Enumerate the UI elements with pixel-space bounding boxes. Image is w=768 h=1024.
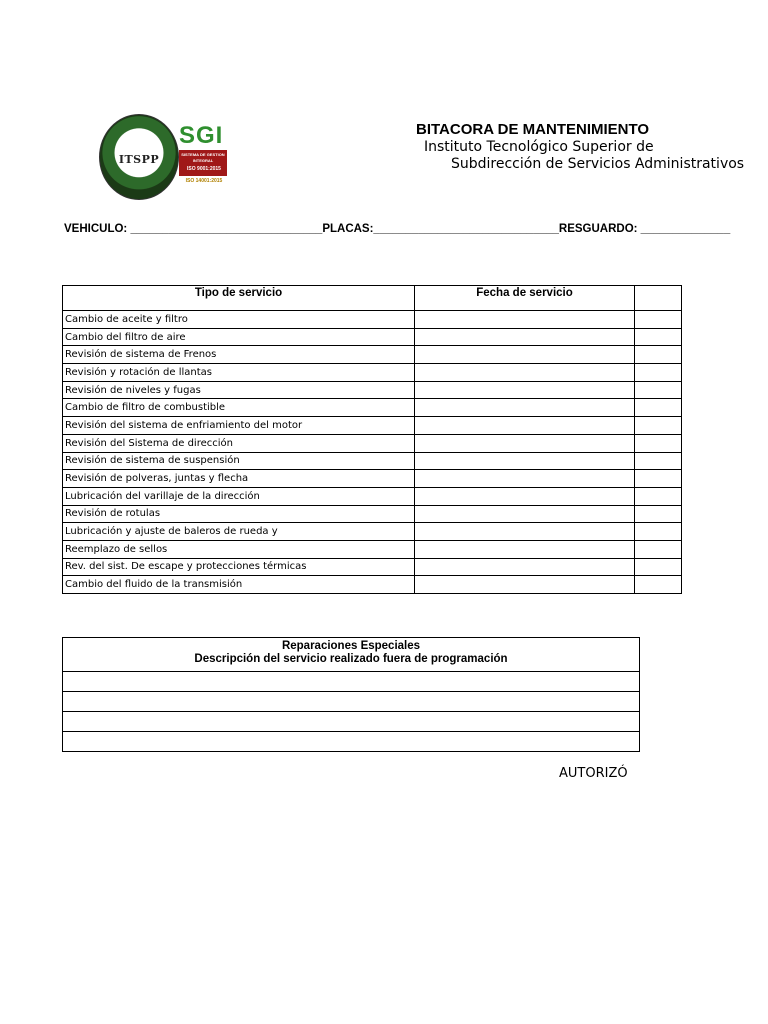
service-extra-cell[interactable] [635,364,682,382]
seal-text: ITSPP [118,153,160,166]
service-name: Cambio de aceite y filtro [63,311,415,329]
special-repairs-header [63,638,640,672]
service-extra-cell[interactable] [635,558,682,576]
col-service-date: Fecha de servicio [415,286,635,311]
special-repairs-header-row [63,638,640,672]
service-date-cell[interactable] [415,523,635,541]
service-date-cell[interactable] [415,381,635,399]
document-title: BITACORA DE MANTENIMIENTO [416,121,650,138]
service-name: Revisión de niveles y fugas [63,381,415,399]
repair-description-cell[interactable] [63,692,640,712]
table-row [63,452,682,470]
service-date-cell[interactable] [415,505,635,523]
service-extra-cell[interactable] [635,399,682,417]
service-name: Revisión de sistema de suspensión [63,452,415,470]
service-extra-cell[interactable] [635,328,682,346]
table-row [63,558,682,576]
table-row [63,523,682,541]
service-extra-cell[interactable] [635,346,682,364]
table-row [63,712,640,732]
service-date-cell[interactable] [415,311,635,329]
table-row [63,364,682,382]
service-date-cell[interactable] [415,540,635,558]
service-extra-cell[interactable] [635,417,682,435]
table-row [63,576,682,594]
special-repairs-title: Reparaciones Especiales [281,640,421,652]
col-service-type: Tipo de servicio [63,286,415,311]
repair-description-cell[interactable] [63,712,640,732]
services-header-row [63,286,682,311]
table-row [63,328,682,346]
sgi-band: SISTEMA DE GESTION INTEGRAL [179,150,227,176]
service-name: Revisión de polveras, juntas y flecha [63,470,415,488]
iso-14001-label: ISO 14001:2015 [185,178,223,184]
services-table [62,285,682,594]
service-name: Revisión de sistema de Frenos [63,346,415,364]
authorized-label: AUTORIZÓ [559,766,628,781]
service-name: Cambio del fluido de la transmisión [63,576,415,594]
service-extra-cell[interactable] [635,487,682,505]
table-row [63,399,682,417]
service-extra-cell[interactable] [635,381,682,399]
table-row [63,692,640,712]
service-date-cell[interactable] [415,576,635,594]
service-extra-cell[interactable] [635,311,682,329]
service-extra-cell[interactable] [635,470,682,488]
table-row [63,311,682,329]
service-date-cell[interactable] [415,399,635,417]
service-name: Revisión del sistema de enfriamiento del motor [63,417,415,435]
service-extra-cell[interactable] [635,540,682,558]
special-repairs-subtitle: Descripción del servicio realizado fuera de programación [194,653,508,665]
service-name: Lubricación y ajuste de baleros de rueda y [63,523,415,541]
table-row [63,732,640,752]
service-name: Lubricación del varillaje de la dirección [63,487,415,505]
service-extra-cell[interactable] [635,523,682,541]
service-date-cell[interactable] [415,558,635,576]
service-name: Revisión de rotulas [63,505,415,523]
institution-logo [99,114,231,200]
service-extra-cell[interactable] [635,434,682,452]
service-date-cell[interactable] [415,452,635,470]
table-row [63,434,682,452]
service-date-cell[interactable] [415,487,635,505]
service-name: Revisión y rotación de llantas [63,364,415,382]
special-repairs-table [62,637,640,752]
service-name: Rev. del sist. De escape y protecciones térmicas [63,558,415,576]
col-extra [635,286,682,311]
service-extra-cell[interactable] [635,452,682,470]
service-date-cell[interactable] [415,328,635,346]
vehicle-info-line: VEHICULO: ______________________________PLACAS:_____________________________RESGUARDO: ______________ [64,223,731,235]
department-name: Subdirección de Servicios Administrativos [451,156,745,172]
service-name: Revisión del Sistema de dirección [63,434,415,452]
table-row [63,540,682,558]
table-row [63,505,682,523]
table-row [63,672,640,692]
table-row [63,487,682,505]
table-row [63,417,682,435]
table-row [63,470,682,488]
service-name: Cambio de filtro de combustible [63,399,415,417]
service-date-cell[interactable] [415,364,635,382]
service-date-cell[interactable] [415,434,635,452]
itspp-seal-icon [99,114,179,200]
iso-9001-label: ISO 9001:2015 [187,166,221,172]
sgi-logo-text: SGI [179,122,224,149]
repair-description-cell[interactable] [63,732,640,752]
service-date-cell[interactable] [415,470,635,488]
repair-description-cell[interactable] [63,672,640,692]
service-name: Reemplazo de sellos [63,540,415,558]
table-row [63,346,682,364]
service-date-cell[interactable] [415,417,635,435]
institution-name: Instituto Tecnológico Superior de [424,139,654,155]
table-row [63,381,682,399]
service-extra-cell[interactable] [635,505,682,523]
service-name: Cambio del filtro de aire [63,328,415,346]
service-extra-cell[interactable] [635,576,682,594]
service-date-cell[interactable] [415,346,635,364]
